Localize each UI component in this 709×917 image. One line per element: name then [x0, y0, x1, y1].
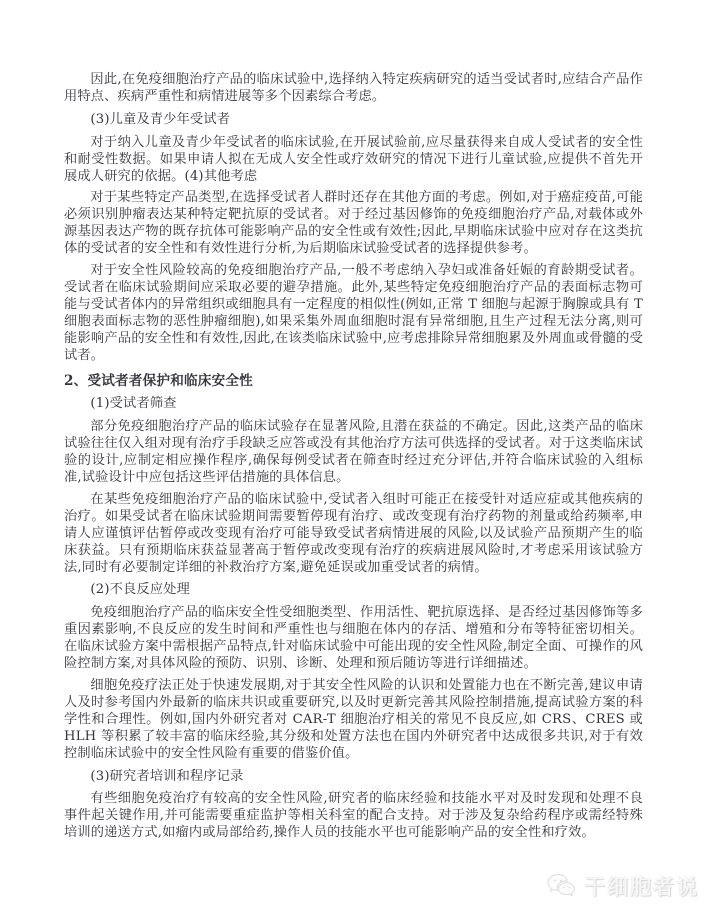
paragraph: 细胞免疫疗法正处于快速发展期,对于其安全性风险的认识和处置能力也在不断完善,建议申请人及时参考国内外最新的临床共识或重要研究,以及时更新完善其风险控制措施,提高试验方案的科学性和合理性。例如,国内外研究者对 CAR-T 细胞治疗相关的常见不良反应,如 CRS、CRES 或 HLH 等积累了较丰富的临床经验,其分级和处置方法也在国内外研究者中达成很多共识,对于有效控制临床试验中的安全性风险有重要的借鉴价值。 — [64, 678, 643, 761]
watermark — [546, 871, 699, 901]
paragraph: 对于纳入儿童及青少年受试者的临床试验,在开展试验前,应尽量获得来自成人受试者的安全性和耐受性数据。如果申请人拟在无成人安全性或疗效研究的情况下进行儿童试验,应提供不首先开展成人研究的依据。(4)其他考虑 — [64, 134, 643, 184]
subsection-heading-adverse-reactions: (2)不良反应处理 — [90, 582, 190, 598]
watermark-label: 干细胞者说 — [584, 875, 699, 899]
paragraph: 对于某些特定产品类型,在选择受试者人群时还存在其他方面的考虑。例如,对于癌症疫苗,可能必须识别肿瘤表达某种特定靶抗原的受试者。对于经过基因修饰的免疫细胞治疗产品,对载体或外源基因表达产物的既存抗体可能影响产品的安全性或有效性;因此,早期临床试验中应对存在这类抗体的受试者的安全性和有效性进行分析,为后期临床试验受试者的选择提供参考。 — [64, 190, 643, 257]
paragraph: 有些细胞免疫治疗有较高的安全性风险,研究者的临床经验和技能水平对及时发现和处理不良事件起关键作用,并可能需要重症监护等相关科室的配合支持。对于涉及复杂给药程序或需经特殊培训的递送方式,如瘤内或局部给药,操作人员的技能水平也可能影响产品的安全性和疗效。 — [64, 791, 643, 841]
wechat-icon — [546, 872, 578, 900]
paragraph: 在某些免疫细胞治疗产品的临床试验中,受试者入组时可能正在接受针对适应症或其他疾病的治疗。如果受试者在临床试验期间需要暂停现有治疗、或改变现有治疗药物的剂量或给药频率,申请人应谨慎评估暂停或改变现有治疗可能导致受试者病情进展的风险,以及试验产品预期产生的临床获益。只有预期临床获益显著高于暂停或改变现有治疗的疾病进展风险时,才考虑采用该试验方法,同时有必要制定详细的补救治疗方案,避免延误或加重受试者的病情。 — [64, 491, 643, 575]
subsection-heading-investigator-training: (3)研究者培训和程序记录 — [90, 768, 244, 784]
document-body — [64, 72, 643, 847]
paragraph: 免疫细胞治疗产品的临床安全性受细胞类型、作用活性、靶抗原选择、是否经过基因修饰等多重因素影响,不良反应的发生时间和严重性也与细胞在体内的存活、增殖和分布等特征密切相关。在临床试验方案中需根据产品特点,针对临床试验中可能出现的安全性风险,制定全面、可操作的风险控制方案,对具体风险的预防、识别、诊断、处理和预后随访等进行详细描述。 — [64, 605, 643, 672]
paragraph: 对于安全性风险较高的免疫细胞治疗产品,一般不考虑纳入孕妇或准备妊娠的育龄期受试者。受试者在临床试验期间应采取必要的避孕措施。此外,某些特定免疫细胞治疗产品的表面标志物可能与受试者体内的异常组织或细胞具有一定程度的相似性(例如,正常 T 细胞与起源于胸腺或具有 T 细胞表面标志物的恶性肿瘤细胞),如果采集外周血细胞时混有异常细胞,且生产过程无法分离,则可能影响产品的安全性和有效性,因此,在该类临床试验中,应考虑排除异常细胞累及外周血或骨髓的受试者。 — [64, 263, 643, 363]
subsection-heading-children: (3)儿童及青少年受试者 — [90, 111, 231, 127]
subsection-heading-screening: (1)受试者筛查 — [90, 396, 177, 412]
paragraph: 部分免疫细胞治疗产品的临床试验存在显著风险,且潜在获益的不确定。因此,这类产品的临床试验往往仅入组对现有治疗手段缺乏应答或没有其他治疗方法可供选择的受试者。对于这类临床试验的设计,应制定相应操作程序,确保每例受试者在筛查时经过充分评估,并符合临床试验的入组标准,试验设计中应包括这些评估措施的具体信息。 — [64, 419, 643, 486]
section-heading-subject-protection: 2、受试者者保护和临床安全性 — [64, 372, 253, 389]
paragraph: 因此,在免疫细胞治疗产品的临床试验中,选择纳入特定疾病研究的适当受试者时,应结合产品作用特点、疾病严重性和病情进展等多个因素综合考虑。 — [64, 72, 643, 104]
